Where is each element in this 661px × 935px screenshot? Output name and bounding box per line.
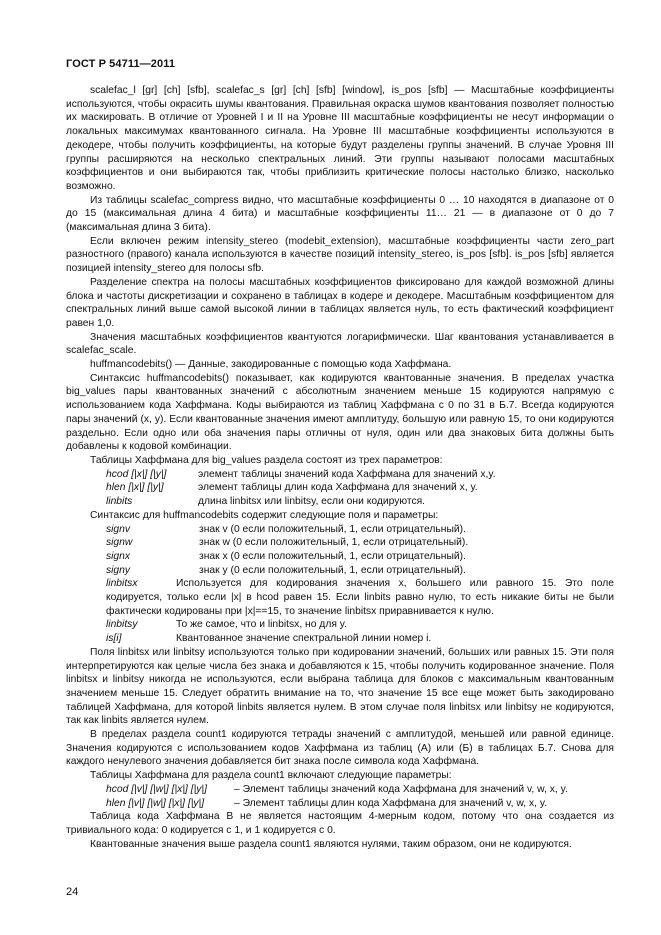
definition-term: hcod [|v|] [|w|] [|x|] [|y|] (106, 783, 207, 795)
paragraph: Квантованные значения выше раздела count1 являются нулями, таким образом, они не кодируются. (90, 838, 572, 850)
paragraph: Поля linbitsx или linbitsy используются только при кодировании значений, больших или равных 15. Эти поля интерпретируются как целые числа без знака и добавляются к 15, чтобы получить кодированное значение. Поля linbitsx и linbitsy никогда не используются, если выбрана таблица для блоков с максимальным квантованным значением меньше 15. Следует обратить внимание на то, что значение 15 все еще может быть закодировано таблицей Хаффмана, для которой linbits является нулем. В этом случае поля linbitsx или linbitsy не кодируются, так как linbits является нулем. (66, 646, 614, 727)
definition-term: signx (106, 550, 131, 562)
paragraph: Значения масштабных коэффициентов квантуются логарифмически. Шаг квантования устанавливается в scalefac_scale. (66, 331, 614, 357)
definition-row (66, 468, 614, 482)
definition-text: элемент таблицы длин кода Хаффмана для значений x, y. (198, 482, 478, 494)
definition-text: – Элемент таблицы длин кода Хаффмана для значений v, w, x, y. (234, 797, 548, 809)
definition-row (66, 495, 614, 509)
definition-row (66, 618, 614, 632)
definition-term: hcod [|x|] [|y|] (106, 468, 167, 480)
definition-term: signy (106, 564, 131, 576)
definition-row (66, 564, 614, 578)
definition-term: hlen [|x|] [|y|] (106, 482, 164, 494)
paragraph: Если включен режим intensity_stereo (modebit_extension), масштабные коэффициенты части zero_part разностного (правого) канала используются в качестве позиций intensity_stereo, is_pos [sfb]. is_pos [sfb] является позицией intensity_stereo для полосы sfb. (66, 235, 614, 275)
page-number: 24 (66, 886, 79, 898)
paragraph: Разделение спектра на полосы масштабных коэффициентов фиксировано для каждой возможной длины блока и частоты дискретизации и сохранено в таблицах в кодере и декодере. Масштабным коэффициентом для спектральных линий выше самой высокой линии в таблицах является нуль, то есть фактический коэффициент равен 1,0. (66, 276, 614, 329)
definition-text: знак x (0 если положительный, 1, если отрицательный). (199, 550, 466, 562)
definition-term: linbitsy (106, 619, 138, 631)
definition-term: signw (106, 537, 133, 549)
paragraph: Синтаксис huffmancodebits() показывает, как кодируются квантованные значения. В пределах участка big_values пары квантованных значений с абсолютным значением меньше 15 кодируются напрямую с использованием кода Хаффмана. Коды выбираются из таблиц Хаффмана с 0 по 31 в Б.7. Всегда кодируются пары значений (x, y). Если квантованные значения имеют амплитуду, большую или равную 15, то они кодируются раздельно. Если одно или оба значения пары отличны от нуля, один или два знаковых бита должны быть добавлены к кодовой комбинации. (66, 372, 614, 453)
paragraph: Из таблицы scalefac_compress видно, что масштабные коэффициенты 0 … 10 находятся в диапазоне от 0 до 15 (максимальная длина 4 бита) и масштабные коэффициенты 11… 21 — в диапазоне от 0 до 7 (максимальная длина 3 бита). (66, 194, 614, 234)
definition-term: hlen [|v|] [|w|] [|x|] [|y|] (106, 797, 205, 809)
linbitsx-definition (66, 577, 614, 618)
paragraph: Таблицы Хаффмана для раздела count1 включают следующие параметры: (90, 770, 452, 782)
definition-row (66, 481, 614, 495)
definition-text: То же самое, что и linbitsx, но для y. (176, 619, 348, 631)
definition-term: linbitsx (106, 578, 138, 590)
definition-text: Используется для кодирования значения x, большего или равного 15. Это поле кодируется, только если |x| в hcod равен 15. Если linbits равно нулю, то есть никакие биты не были фактически кодированы при |x|==15, то значение linbitsx приравнивается к нулю. (106, 578, 614, 617)
definition-row (66, 523, 614, 537)
definition-text: знак w (0 если положительный, 1, если отрицательный). (199, 537, 469, 549)
definition-term: signv (106, 523, 131, 535)
definition-text: Квантованное значение спектральной линии номер i. (176, 633, 432, 645)
definition-row (66, 797, 614, 811)
definition-text: знак y (0 если положительный, 1, если отрицательный). (199, 564, 466, 576)
paragraph: huffmancodebits() — Данные, закодированные с помощью кода Хаффмана. (90, 359, 452, 371)
definition-text: длина linbitsx или linbitsy, если они кодируются. (198, 496, 426, 508)
definition-row (66, 632, 614, 646)
definition-term: is[i] (106, 633, 122, 645)
paragraph: Таблицы Хаффмана для big_values раздела состоят из трех параметров: (90, 454, 443, 466)
document-body (66, 84, 614, 851)
paragraph: scalefac_l [gr] [ch] [sfb], scalefac_s [gr] [ch] [sfb] [window], is_pos [sfb] — Масштабные коэффициенты используются, чтобы окрасить шумы квантования. Правильная окраска шумов квантования позволяет полностью их маскировать. В отличие от Уровней I и II на Уровне III масштабные коэффициенты не несут информации о локальных максимумах квантованного сигнала. На Уровне III масштабные коэффициенты используются в декодере, чтобы получить коэффициенты, на которые будут разделены группы значений. В случае Уровня III группы расширяются на несколько спектральных линий. Эти группы называют полосами масштабных коэффициентов и они выбираются так, чтобы приблизить критические полосы настолько близко, насколько возможно. (66, 85, 614, 192)
definition-row (66, 536, 614, 550)
definition-text: знак v (0 если положительный, 1, если отрицательный). (199, 523, 466, 535)
definition-text: элемент таблицы значений кода Хаффмана для значений x,y. (198, 468, 496, 480)
standard-header: ГОСТ Р 54711—2011 (66, 58, 176, 70)
paragraph: Таблица кода Хаффмана В не является настоящим 4-мерным кодом, потому что она создается из тривиального кода: 0 кодируется с 1, и 1 кодируется с 0. (66, 811, 614, 836)
paragraph: В пределах раздела count1 кодируются тетрады значений с амплитудой, меньшей или равной единице. Значения кодируются с использованием кодов Хаффмана из таблиц (А) или (Б) в таблицах Б.7. Снова для каждого ненулевого значения добавляется бит знака после символа кода Хаффмана. (66, 729, 614, 768)
paragraph: Синтаксис для huffmancodebits содержит следующие поля и параметры: (90, 509, 439, 521)
definition-text: – Элемент таблицы значений кода Хаффмана для значений v, w, x, y. (234, 783, 568, 795)
definition-row (66, 550, 614, 564)
definition-row (66, 783, 614, 797)
definition-term: linbits (106, 496, 133, 508)
